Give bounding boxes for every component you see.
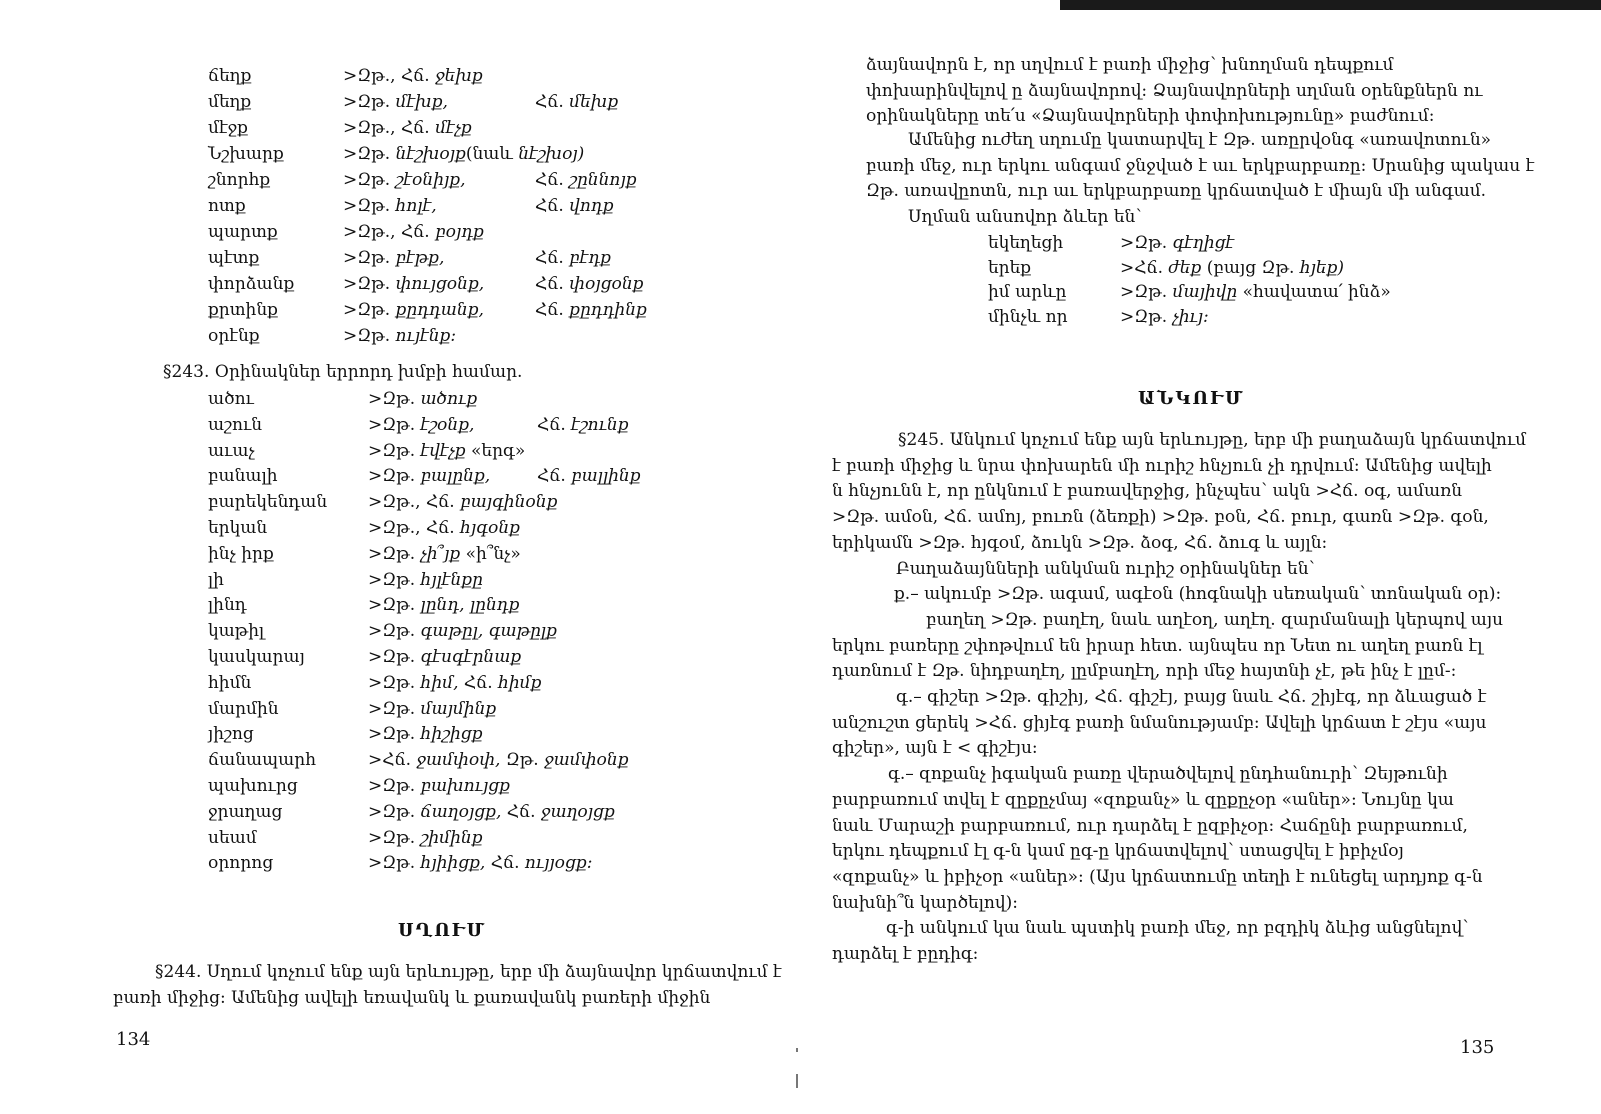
- dialect-form: [368, 389, 477, 409]
- dialect-word: հյգօնք: [460, 518, 520, 538]
- dialect-abbr: (նաև: [465, 144, 519, 164]
- dialect-abbr: >Զթ.: [368, 621, 421, 642]
- text-line: օրինակները տե՛ս «Ձայնավորների փոփոխությունը» բաժնում:: [866, 106, 1435, 126]
- dialect-word: բէթք,: [395, 248, 445, 268]
- dialect-abbr: >Զթ.: [368, 440, 421, 461]
- dialect-form-2: [537, 415, 629, 435]
- headword: օրորոց: [208, 853, 274, 874]
- text-line: դառնում է Զթ. նիդբաղէղ, լըմբաղէղ, որի մեջ հայտնի չէ, թե ինչ է լըմ-:: [832, 661, 1457, 682]
- dialect-word: բէդք: [569, 248, 611, 268]
- dialect-word: մեխք: [569, 92, 619, 112]
- dialect-form-2: [506, 750, 629, 770]
- headword: աշուն: [208, 414, 263, 435]
- dialect-word: չիւյ:: [1172, 306, 1209, 327]
- dialect-form-2: [535, 274, 643, 294]
- headword: մինչև որ: [988, 306, 1068, 327]
- dialect-abbr: «երգ»: [465, 440, 526, 461]
- dialect-form: [368, 415, 474, 435]
- dialect-abbr: >Հճ.: [1120, 257, 1169, 278]
- headword: կաթիլ: [208, 621, 265, 642]
- text-line: դարձել է բըդիգ:: [832, 944, 979, 964]
- dialect-form: [368, 647, 521, 667]
- dialect-word: ջեխք: [435, 66, 483, 86]
- section-244-line-2: բառի միջից: Ամենից ավելի եռավանկ և քառավանկ բառերի միջին: [113, 988, 711, 1008]
- dialect-form: [368, 492, 557, 512]
- text-line: Ամենից ուժեղ սղումը կատարվել է Զթ. առըրվօնգ «առավոտուն»: [908, 130, 1492, 150]
- text-line: Բաղաձայնների անկման ուրիշ օրինակներ են՝: [896, 558, 1315, 579]
- dialect-word: շըննոյք: [569, 170, 637, 190]
- dialect-form-2: [535, 248, 611, 268]
- dialect-abbr: >Զթ.: [343, 248, 396, 268]
- dialect-abbr: >Զթ.: [343, 326, 396, 346]
- dialect-form: [343, 118, 472, 138]
- headword: բանալի: [208, 466, 278, 487]
- dialect-abbr: Հճ.: [535, 196, 570, 216]
- dialect-abbr: >Զթ., Հճ.: [343, 66, 436, 86]
- page-number-left: 134: [116, 1029, 151, 1050]
- dialect-form-2: [535, 300, 647, 320]
- dialect-form: [368, 802, 615, 822]
- dialect-form-2: [464, 673, 542, 693]
- dialect-abbr: >Զթ., Հճ.: [368, 492, 461, 513]
- dialect-abbr: Հճ.: [537, 414, 572, 435]
- dialect-word: լընդ, լընդք: [420, 595, 520, 616]
- headword: պէտք: [208, 248, 260, 268]
- headword: հիմն: [208, 672, 252, 693]
- dialect-form: [368, 673, 541, 693]
- dialect-abbr: >Զթ.: [368, 569, 421, 590]
- dialect-word: մայիվը: [1172, 282, 1238, 302]
- dialect-form: [368, 570, 483, 590]
- dialect-abbr: Զթ.: [505, 750, 545, 771]
- headword: իմ արևը: [988, 282, 1067, 302]
- dialect-form: [343, 66, 483, 86]
- dialect-abbr: >Հճ.: [368, 750, 417, 771]
- text-line: նախնի՞ն կարծելով):: [832, 892, 1018, 913]
- text-line: բառի մեջ, ուր երկու անգամ ջնջված է աւ երկբարբառը: Սրանից պակաս է: [866, 155, 1535, 176]
- dialect-form: [368, 776, 510, 796]
- headword: բարեկենդան: [208, 492, 328, 513]
- dialect-abbr: >Զթ.: [368, 647, 421, 667]
- text-line: ն հնչյունն է, որ ընկնում է բառավերջից, ինչպես՝ ակն >Հճ. օգ, ամառն: [832, 481, 1463, 502]
- dialect-word: բալընք,: [420, 466, 491, 487]
- text-line: է բառի միջից և նրա փոխարեն մի ուրիշ հնչյուն չի դրվում: Ամենից ավելի: [832, 455, 1492, 476]
- dialect-word: նէշխօյ): [518, 144, 585, 164]
- headword: ածու: [208, 389, 254, 409]
- dialect-word: ճաղօյցք,: [420, 801, 507, 822]
- dialect-form: [368, 853, 592, 873]
- headword: մեղք: [208, 92, 252, 112]
- dialect-form: [343, 248, 444, 268]
- dialect-abbr: Հճ.: [463, 672, 499, 693]
- left-page: [0, 0, 800, 1114]
- dialect-abbr: Հճ.: [490, 853, 525, 874]
- dialect-form: [368, 699, 496, 719]
- dialect-form-2: [466, 144, 584, 164]
- headword: երկան: [208, 518, 268, 538]
- dialect-abbr: Հճ.: [535, 248, 570, 268]
- dialect-abbr: >Զթ.: [368, 827, 421, 848]
- dialect-note: (բայց Զթ.: [1201, 257, 1300, 278]
- headword: փորձանք: [208, 274, 295, 294]
- dialect-word: բախույցք: [420, 776, 510, 796]
- dialect-abbr: Հճ.: [535, 274, 570, 294]
- dialect-word: ջամփօնք: [544, 750, 629, 771]
- headword: ճեղք: [208, 66, 252, 86]
- text-line: §245. Անկում կոչում ենք այն երևույթը, երբ մի բաղաձայն կրճատվում: [898, 430, 1527, 450]
- dialect-word: ջաղօյցք: [540, 801, 615, 822]
- dialect-word: էշօնք,: [420, 414, 475, 435]
- dialect-abbr: >Զթ.: [368, 776, 421, 796]
- text-line: «զոքանչ» և իբիչօր «աներ»: (Այս կրճատումը տեղի է ունեցել արդյոք գ-ն: [832, 866, 1483, 887]
- dialect-abbr: «ի՞նչ»: [460, 543, 521, 564]
- dialect-abbr: >Զթ.: [343, 170, 396, 190]
- dialect-word: բայգինօնք: [460, 492, 558, 513]
- dialect-word: մէխք,: [395, 92, 448, 112]
- dialect-word: հիշիցք: [420, 724, 483, 745]
- dialect-form-2: [466, 441, 526, 461]
- text-line: գիշեր», այն է < գիշէյս:: [832, 738, 1038, 759]
- section-244-line-1: §244. Սղում կոչում ենք այն երևույթը, երբ մի ձայնավոր կրճատվում է: [155, 962, 782, 982]
- dialect-abbr: >Զթ.: [343, 92, 396, 112]
- text-line: երկու դեպքում էլ գ-ն կամ ըգ-ը կրճատվելով՝ ստացվել է իբիչմօյ: [832, 841, 1404, 862]
- text-line: >Զթ. ամօն, Հճ. ամոյ, բուռն (ձեռքի) >Զթ. բօն, Հճ. բուր, գառն >Զթ. գօն,: [832, 507, 1489, 528]
- dialect-word: շէօնիյք,: [395, 170, 466, 190]
- dialect-word: վոդք: [569, 196, 614, 216]
- dialect-abbr: >Զթ.: [368, 389, 421, 409]
- text-line: նաև Մարաշի բարբառում, ուր դարձել է ըզբիչօր: Հաճընի բարբառում,: [832, 815, 1468, 836]
- dialect-form: [343, 222, 484, 242]
- dialect-word: հիմք: [498, 672, 542, 693]
- headword: Նշխարք: [208, 144, 284, 164]
- dialect-word: քըդդինք: [569, 300, 647, 320]
- dialect-word: էշունք: [571, 414, 629, 435]
- headword: օրէնք: [208, 326, 260, 346]
- dialect-abbr: Հճ.: [535, 170, 570, 190]
- dialect-word-2: հյեք): [1299, 257, 1345, 278]
- dialect-note: «հավատա՛ ինձ»: [1237, 282, 1391, 302]
- dialect-abbr: >Զթ.: [368, 595, 421, 616]
- dialect-abbr: >Զթ.: [368, 543, 421, 564]
- headword: լինդ: [208, 595, 247, 616]
- headword: քրտինք: [208, 300, 278, 320]
- dialect-form: [368, 544, 521, 564]
- dialect-form: [1120, 258, 1344, 278]
- text-line: բարբառում տվել է զըքըչմայ «զոքանչ» և զըքըչօր «աներ»: Նույնը կա: [832, 789, 1454, 810]
- dialect-abbr: >Զթ., Հճ.: [343, 222, 436, 242]
- headword: աւաչ: [208, 440, 255, 461]
- dialect-word: ջամփօփ,: [416, 750, 506, 771]
- dialect-abbr: >Զթ.: [343, 196, 396, 216]
- dialect-form: [343, 92, 448, 112]
- dialect-word: հյլէնքը: [420, 569, 483, 590]
- dialect-word: ածուք: [420, 389, 478, 409]
- dialect-abbr: >Զթ.: [368, 853, 421, 874]
- dialect-abbr: >Զթ.: [343, 274, 396, 294]
- dialect-word: քըդդանք,: [395, 300, 484, 320]
- text-line: փոխարինվելով ը ձայնավորով: Ձայնավորների սղման օրենքներն ու: [866, 80, 1483, 101]
- headword: ջրաղաց: [208, 801, 283, 822]
- dialect-abbr: Հճ.: [535, 300, 570, 320]
- dialect-word: մայմինք: [420, 698, 497, 719]
- dialect-abbr: >Զթ.: [368, 698, 421, 719]
- dialect-abbr: Հճ.: [537, 466, 572, 487]
- dialect-abbr: Հճ.: [506, 801, 541, 822]
- dialect-word: հյիիցք,: [420, 853, 491, 874]
- dialect-word: չի՞յք: [420, 543, 461, 564]
- dialect-word: մէչք: [435, 118, 472, 138]
- dialect-word: գաթըլ, գաթըլք: [420, 621, 557, 642]
- headword: եկեղեցի: [988, 233, 1064, 253]
- headword: ոտք: [208, 196, 246, 216]
- text-line: ձայնավորն է, որ սղվում է բառի միջից՝ խնողման դեպքում: [866, 55, 1394, 75]
- dialect-word: էվէչք: [420, 440, 466, 461]
- dialect-form: [368, 724, 483, 744]
- dialect-abbr: >Զթ.: [368, 466, 421, 487]
- dialect-word: բօյդք: [435, 222, 484, 242]
- dialect-word: հիմ,: [420, 672, 464, 693]
- headword: երեք: [988, 257, 1032, 278]
- dialect-word: նէշխօյք: [395, 144, 466, 164]
- headword: շնորհք: [208, 170, 271, 190]
- dialect-word: բալլինք: [571, 466, 641, 487]
- headword: ինչ իրք: [208, 543, 274, 564]
- dialect-abbr: Հճ.: [535, 92, 570, 112]
- dialect-word: ժեք: [1168, 257, 1202, 278]
- section-heading-elision: ԱՆԿՈՒՄ: [1138, 388, 1245, 409]
- dialect-word: փօյցօնք: [569, 274, 644, 294]
- dialect-word: ույյօցք:: [524, 853, 593, 874]
- dialect-abbr: >Զթ., Հճ.: [343, 118, 436, 138]
- headword: մարմին: [208, 698, 279, 719]
- headword: յիշոց: [208, 724, 254, 745]
- headword: պախուրց: [208, 776, 298, 796]
- dialect-form: [343, 144, 584, 164]
- dialect-form-2: [491, 853, 593, 873]
- dialect-form: [368, 441, 525, 461]
- dialect-form-2: [537, 466, 641, 486]
- dialect-form-2: [535, 170, 637, 190]
- dialect-abbr: >Զթ.: [1120, 233, 1173, 253]
- dialect-form: [1120, 282, 1391, 302]
- dialect-abbr: >Զթ.: [368, 672, 421, 693]
- dialect-form: [343, 274, 484, 294]
- dialect-form-2: [535, 92, 618, 112]
- page-number-right: 135: [1460, 1037, 1495, 1058]
- paragraph-3: Սղման անսովոր ձևեր են՝: [908, 207, 1142, 227]
- text-line: գ.– գիշեր >Զթ. գիշիյ, Հճ. գիշէյ, բայց նաև Հճ. շիյէգ, որ ձևացած է: [896, 687, 1487, 707]
- dialect-abbr: >Զթ.: [1120, 306, 1173, 327]
- dialect-form: [1120, 233, 1234, 253]
- dialect-word: գէսգէրնաք: [420, 647, 522, 667]
- headword: կասկարայ: [208, 647, 305, 667]
- dialect-word: շիմինք: [420, 827, 483, 848]
- section-heading-syncope: ՍՂՈՒՄ: [398, 920, 487, 941]
- text-line: երիկամն >Զթ. հյգօմ, ձուկն >Զթ. ձօգ, Հճ. ձուգ և այլն:: [832, 532, 1328, 553]
- headword: մէջք: [208, 118, 248, 138]
- text-line: անշուշտ ցերեկ >Հճ. ցիյէգ բառի նմանությամբ: Ավելի կրճատ է շէյս «այս: [832, 712, 1487, 733]
- headword: ճանապարհ: [208, 750, 317, 771]
- dialect-form-2: [507, 802, 615, 822]
- dialect-form: [368, 595, 519, 615]
- headword: սեամ: [208, 827, 257, 848]
- dialect-word: փույցօնք,: [395, 274, 485, 294]
- right-page: [800, 0, 1601, 1114]
- text-line: ք.– ակումբ >Զթ. ագամ, ագէօն (հոգնակի սեռական՝ տոնական օր):: [894, 584, 1502, 605]
- dialect-abbr: >Զթ., Հճ.: [368, 518, 461, 538]
- dialect-form: [343, 300, 484, 320]
- headword: լի: [208, 569, 224, 590]
- dialect-abbr: >Զթ.: [343, 144, 396, 164]
- dialect-form: [343, 196, 437, 216]
- text-line: Զթ. առավըոտն, ուր աւ երկբարբառը կրճատված է միայն մի անգամ.: [866, 181, 1487, 201]
- dialect-abbr: >Զթ.: [368, 724, 421, 745]
- dialect-form-2: [460, 544, 521, 564]
- dialect-form-2: [535, 196, 614, 216]
- dialect-word: գէղիցէ: [1172, 233, 1235, 253]
- text-line: գ.– զոքանչ իգական բառը վերածվելով ընդհանուրի՝ Զեյթունի: [888, 764, 1448, 785]
- headword: պարտք: [208, 222, 278, 242]
- dialect-word: ույէնք:: [395, 326, 457, 346]
- section-243-title: §243. Օրինակներ երրորդ խմբի համար.: [163, 362, 523, 382]
- text-line: գ-ի անկում կա նաև պստիկ բառի մեջ, որ բզդիկ ձևից անցնելով՝: [886, 918, 1469, 939]
- dialect-form: [368, 621, 557, 641]
- dialect-form: [368, 466, 490, 486]
- dialect-abbr: >Զթ.: [343, 300, 396, 320]
- dialect-word: հոլէ,: [395, 196, 437, 216]
- dialect-abbr: >Զթ.: [368, 801, 421, 822]
- dialect-abbr: >Զթ.: [368, 414, 421, 435]
- text-line: բաղեղ >Զթ. բաղէղ, նաև աղէօղ, աղէղ. զարմանալի կերպով այս: [926, 609, 1504, 630]
- dialect-form: [1120, 307, 1209, 327]
- dialect-form: [368, 750, 629, 770]
- text-line: երկու բառերը շփոթվում են իրար հետ. այնպես որ Նետ ու աղեղ բառն էլ: [832, 635, 1483, 656]
- dialect-form: [368, 828, 483, 848]
- dialect-form: [343, 170, 465, 190]
- dialect-form: [368, 518, 520, 538]
- dialect-form: [343, 326, 456, 346]
- dialect-abbr: >Զթ.: [1120, 282, 1173, 302]
